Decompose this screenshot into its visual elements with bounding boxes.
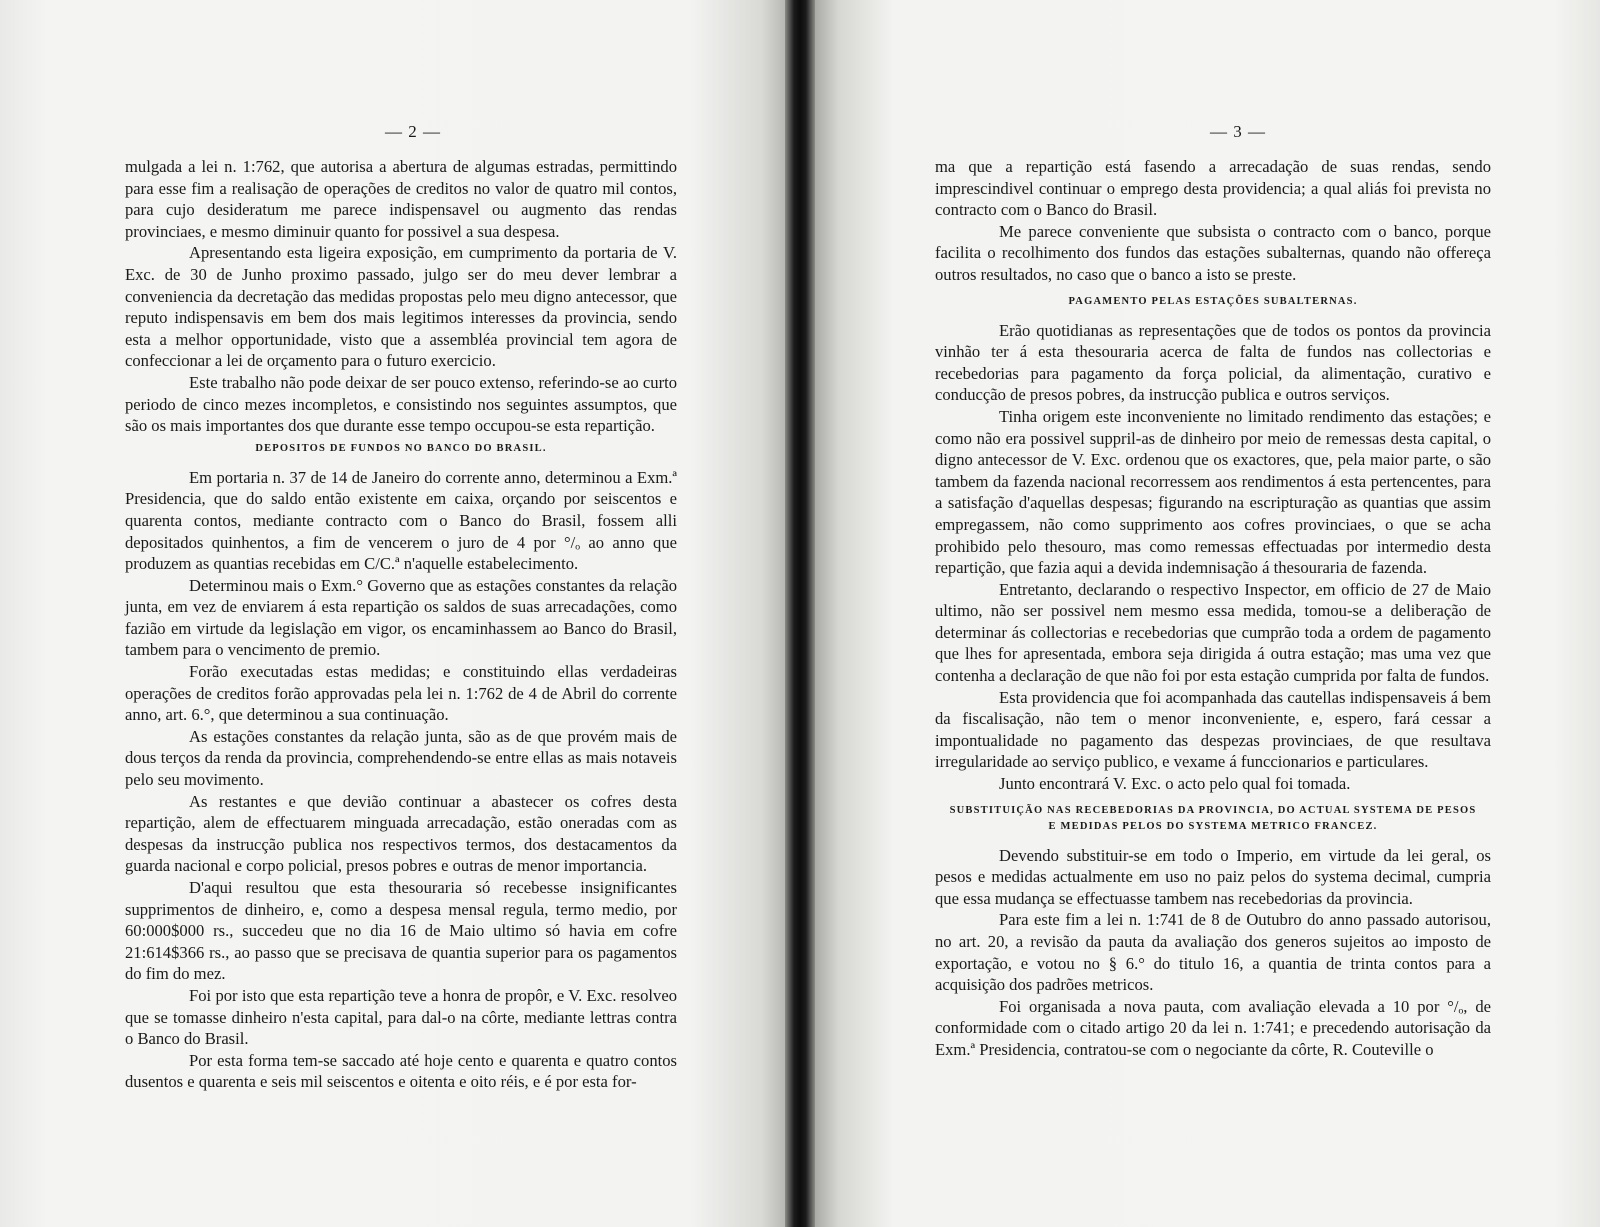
section-heading <box>935 803 1491 835</box>
paragraph: Forão executadas estas medidas; e constituindo ellas verdadeiras operações de creditos forão approvadas pela lei n. 1:762 de 4 de Abril do corrente anno, art. 6.°, que determinou a sua continuação. <box>125 662 677 725</box>
left-page <box>0 0 785 1227</box>
paragraph: Devendo substituir-se em todo o Imperio, em virtude da lei geral, os pesos e medidas actualmente em uso no paiz pelos do systema decimal, cumpria que essa mudança se effectuasse tambem nas recebedorias da provincia. <box>935 845 1491 908</box>
paragraph: Determinou mais o Exm.° Governo que as estações constantes da relação junta, em vez de enviarem á esta repartição os saldos de suas arrecadações, como fazião em virtude da legislação em vigor, os encaminhassem ao Banco do Brasil, tambem para o vencimento de premio. <box>125 575 677 660</box>
paragraph: mulgada a lei n. 1:762, que autorisa a abertura de algumas estradas, permittindo para esse fim a realisação de operações de creditos no valor de quatro mil contos, para cujo desideratum me parece indispensavel ou augmento das rendas provinciaes, e mesmo diminuir quanto for possivel a sua despesa. <box>125 157 677 241</box>
paragraph: Junto encontrará V. Exc. o acto pelo qual foi tomada. <box>999 774 1351 794</box>
paragraph: Me parece conveniente que subsista o contracto com o banco, porque facilita o recolhimento dos fundos das estações subalternas, quando não offereça outros resultados, no caso que o banco a isto se preste. <box>935 221 1491 284</box>
paragraph: Erão quotidianas as representações que de todos os pontos da provincia vinhão ter á esta thesouraria acerca de falta de fundos nas collectorias e recebedorias para pagamento da força policial, da alimentação, curativo e conducção de presos pobres, da instrucção publica e outros serviços. <box>935 320 1491 405</box>
section-heading: DEPOSITOS DE FUNDOS NO BANCO DO BRASIL. <box>255 442 547 454</box>
book-gutter <box>785 0 815 1227</box>
paragraph: Por esta forma tem-se saccado até hoje cento e quarenta e quatro contos dusentos e quarenta e seis mil seiscentos e oitenta e oito réis, e é por esta for- <box>125 1050 677 1092</box>
paragraph: As restantes e que devião continuar a abastecer os cofres desta repartição, alem de effectuarem minguada arrecadação, estão oneradas com as despesas da instrucção publica nos respectivos termos, dos destacamentos da guarda nacional e corpo policial, presos pobres e outras de menor importancia. <box>125 791 677 876</box>
paragraph: Esta providencia que foi acompanhada das cautellas indispensaveis á bem da fiscalisação, não tem o menor inconveniente, e, espero, fará cessar a impontualidade no pagamento das despezas provinciaes, de que resultava irregularidade ao serviço publico, e vexame á funccionarios e particulares. <box>935 687 1491 772</box>
paragraph: Entretanto, declarando o respectivo Inspector, em officio de 27 de Maio ultimo, não ser possivel nem mesmo essa medida, tomou-se a deliberação de determinar ás collectorias e recebedorias que cumprão toda a ordem de pagamento que lhes for apresentada, embora seja dirigida á outra estação; mas uma vez que contenha a declaração de que não foi por esta estação cumprida por falta de fundos. <box>935 579 1491 686</box>
page-number: — 2 — <box>385 122 441 141</box>
paragraph: Apresentando esta ligeira exposição, em cumprimento da portaria de V. Exc. de 30 de Junho proximo passado, julgo ser do meu dever lembrar a conveniencia da decretação das medidas propostas pelo meu digno antecessor, que reputo indispensavis em bem dos mais legitimos interesses da provincia, sendo esta a melhor opportunidade, visto que a assembléa provincial tem agora de confeccionar a lei de orçamento para o futuro exercicio. <box>125 243 677 371</box>
paragraph: D'aqui resultou que esta thesouraria só recebesse insignificantes supprimentos de dinheiro, e, como a despesa mensal regula, termo medio, por 60:000$000 rs., succedeu que no dia 16 de Maio ultimo só havia em cofre 21:614$366 rs., ao passo que se precisava de quantia superior para os pagamentos do fim do mez. <box>125 878 677 984</box>
paragraph: Foi por isto que esta repartição teve a honra de propôr, e V. Exc. resolveo que se tomasse dinheiro n'esta capital, para dal-o na côrte, mediante lettras contra o Banco do Brasil. <box>125 985 677 1049</box>
paragraph: Este trabalho não pode deixar de ser pouco extenso, referindo-se ao curto periodo de cinco mezes incompletos, e consistindo nos seguintes assumptos, que são os mais importantes dos que durante esse tempo occupou-se esta repartição. <box>125 372 677 436</box>
paragraph: Para este fim a lei n. 1:741 de 8 de Outubro do anno passado autorisou, no art. 20, a revisão da pauta da avaliação dos generos sujeitos ao imposto de exportação, e votou no § 6.° do titulo 16, a quantia de trinta contos para a acquisição dos padrões metricos. <box>935 910 1491 995</box>
left-page-text <box>125 156 677 1093</box>
section-heading-line: SUBSTITUIÇÃO NAS RECEBEDORIAS DA PROVINCIA, DO ACTUAL SYSTEMA DE PESOS <box>949 804 1477 816</box>
paragraph: As estações constantes da relação junta, são as de que provém mais de dous terços da renda da provincia, comprehendendo-se entre ellas as mais notaveis pelo seu movimento. <box>125 726 677 790</box>
section-heading-line: E MEDIDAS PELOS DO SYSTEMA METRICO FRANCEZ. <box>1048 820 1378 832</box>
paragraph: Foi organisada a nova pauta, com avaliação elevada a 10 por °/ₒ, de conformidade com o citado artigo 20 da lei n. 1:741; e precedendo autorisação da Exm.ª Presidencia, contratou-se com o negociante da côrte, R. Couteville o <box>935 996 1491 1059</box>
section-heading: PAGAMENTO PELAS ESTAÇÕES SUBALTERNAS. <box>1068 295 1358 307</box>
paragraph: Tinha origem este inconveniente no limitado rendimento das estações; e como não era possivel suppril-as de dinheiro por meio de remessas desta capital, o digno antecessor de V. Exc. ordenou que os exactores, que, pela maior parte, o são tambem da fazenda nacional recorressem aos rendimentos á esta pertencentes, para a satisfação d'aquellas despesas; figurando na escripturação as quantias que assim empregassem, não como supprimento aos cofres provinciaes, o que se acha prohibido pelo thesouro, mas como remessas effectuadas por intermedio desta repartição, que fazia aqui a devida indemnisação á thesouraria de fazenda. <box>935 406 1491 578</box>
page-number: — 3 — <box>1210 122 1266 141</box>
right-page <box>815 0 1600 1227</box>
paragraph: Em portaria n. 37 de 14 de Janeiro do corrente anno, determinou a Exm.ª Presidencia, que do saldo então existente em caixa, orçando por seiscentos e quarenta contos, mediante contracto com o Banco do Brasil, fossem alli depositados quinhentos, a fim de vencerem o juro de 4 por °/ₒ ao anno que produzem as quantias recebidas em C/C.ª n'aquelle estabelecimento. <box>125 467 677 574</box>
paragraph: ma que a repartição está fasendo a arrecadação de suas rendas, sendo imprescindivel continuar o emprego desta providencia; a qual aliás foi prevista no contracto com o Banco do Brasil. <box>935 157 1491 220</box>
right-page-text <box>935 156 1491 1061</box>
